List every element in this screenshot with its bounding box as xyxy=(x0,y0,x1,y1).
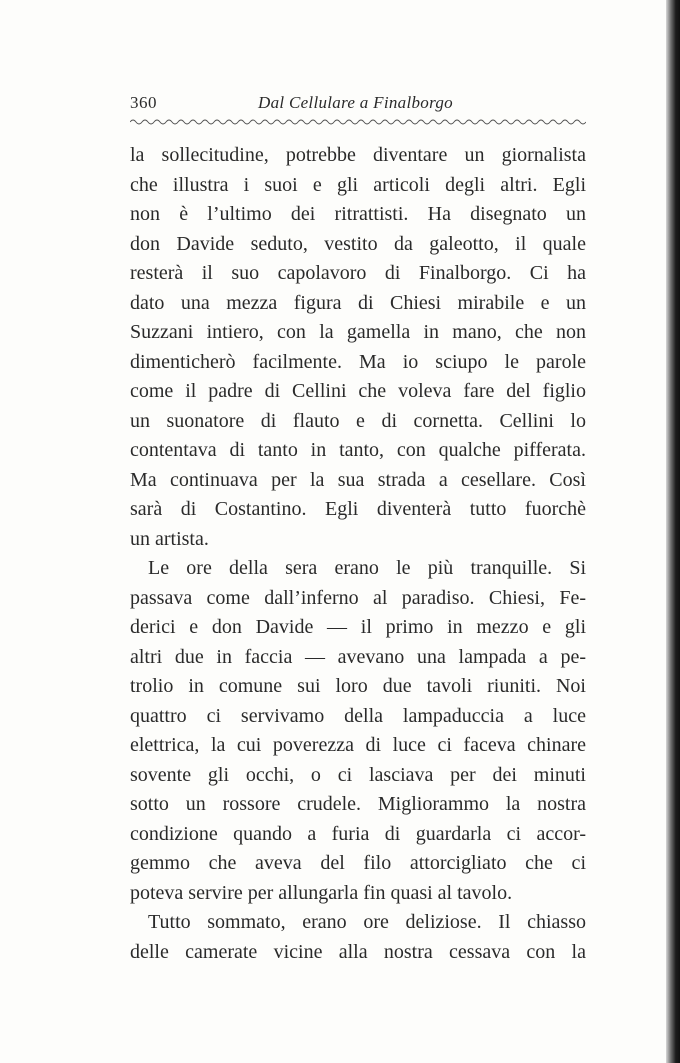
page-header xyxy=(130,93,586,117)
text-line: Ma continuava per la sua strada a cesellare. Così xyxy=(130,468,586,491)
text-line: trolio in comune sui loro due tavoli riuniti. Noi xyxy=(130,675,586,697)
text-line: un artista. xyxy=(130,527,209,550)
text-line: sovente gli occhi, o ci lasciava per dei minuti xyxy=(130,763,586,786)
text-line: passava come dall’inferno al paradiso. Chiesi, Fe- xyxy=(130,586,586,609)
paragraph-first-line: Le ore della sera erano le più tranquille. Si xyxy=(148,557,586,579)
text-line: un suonatore di flauto e di cornetta. Cellini lo xyxy=(130,409,586,432)
text-line: resterà il suo capolavoro di Finalborgo. Ci ha xyxy=(130,262,586,284)
text-line: come il padre di Cellini che voleva fare del figlio xyxy=(130,380,586,402)
text-line: don Davide seduto, vestito da galeotto, il quale xyxy=(130,232,586,255)
text-line: contentava di tanto in tanto, con qualche pifferata. xyxy=(130,439,586,461)
text-line: la sollecitudine, potrebbe diventare un giornalista xyxy=(130,144,586,166)
body-text xyxy=(130,141,586,967)
page-edge-shadow xyxy=(666,0,680,1063)
text-line: altri due in faccia — avevano una lampada a pe- xyxy=(130,645,586,668)
text-line: delle camerate vicine alla nostra cessava con la xyxy=(130,940,586,963)
text-line: Suzzani intiero, con la gamella in mano, che non xyxy=(130,321,586,343)
header-rule-ornament xyxy=(130,117,586,127)
text-line: poteva servire per allungarla fin quasi al tavolo. xyxy=(130,881,513,904)
text-line: sarà di Costantino. Egli diventerà tutto fuorchè xyxy=(130,498,586,520)
text-line: non è l’ultimo dei ritrattisti. Ha disegnato un xyxy=(130,203,586,225)
text-line: che illustra i suoi e gli articoli degli altri. Egli xyxy=(130,173,586,196)
paragraph-first-line: Tutto sommato, erano ore deliziose. Il chiasso xyxy=(148,911,586,933)
running-title: Dal Cellulare a Finalborgo xyxy=(258,93,453,112)
text-line: derici e don Davide — il primo in mezzo e gli xyxy=(130,616,586,638)
text-line: elettrica, la cui poverezza di luce ci faceva chinare xyxy=(130,734,586,756)
text-line: quattro ci servivamo della lampaduccia a luce xyxy=(130,704,586,727)
text-line: sotto un rossore crudele. Migliorammo la nostra xyxy=(130,793,586,815)
text-line: condizione quando a furia di guardarla ci accor- xyxy=(130,822,586,845)
text-line: dato una mezza figura di Chiesi mirabile e un xyxy=(130,291,586,314)
text-line: dimenticherò facilmente. Ma io sciupo le parole xyxy=(130,350,586,373)
text-line: gemmo che aveva del filo attorcigliato che ci xyxy=(130,852,586,874)
page-number: 360 xyxy=(130,93,157,112)
